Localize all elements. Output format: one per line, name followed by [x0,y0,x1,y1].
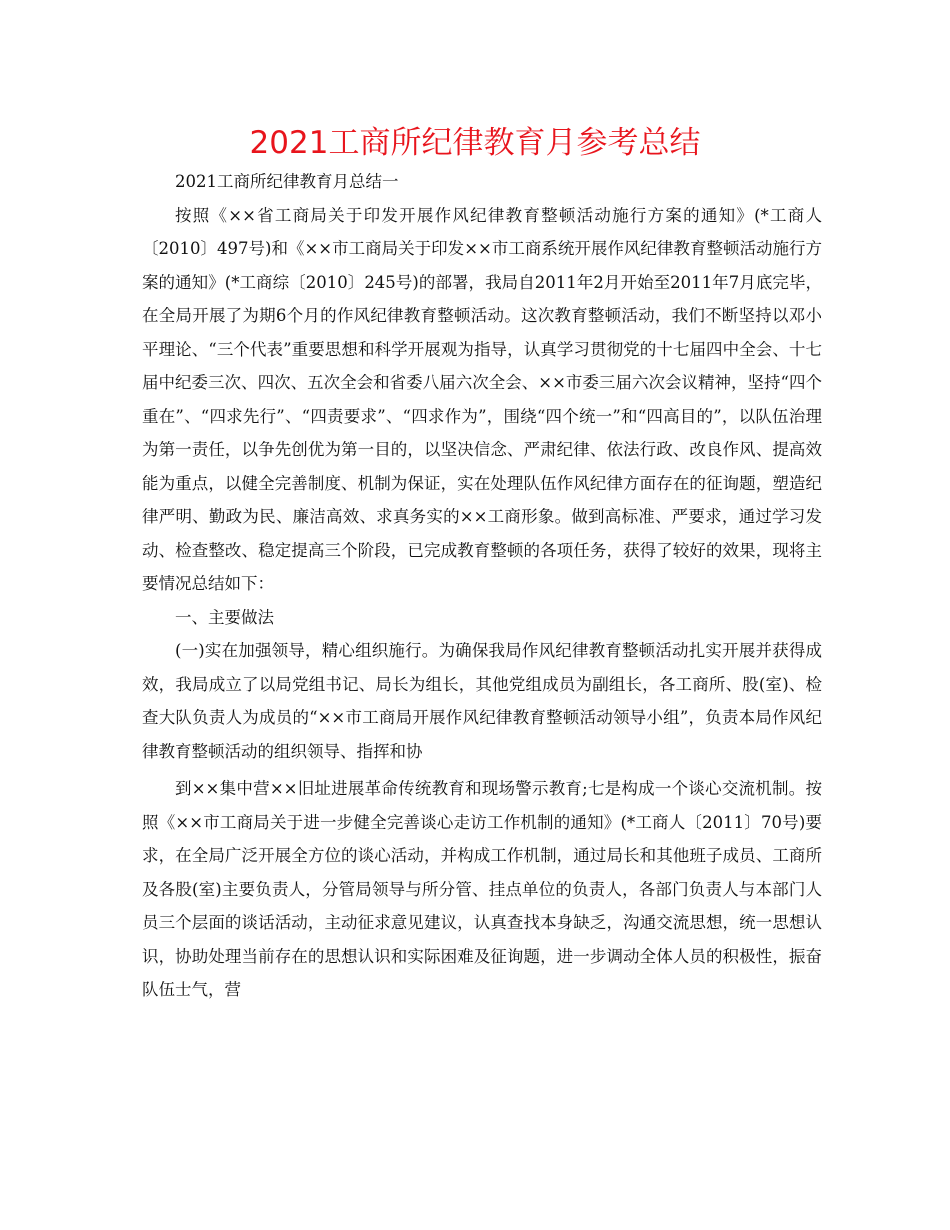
body-paragraph: 按照《××省工商局关于印发开展作风纪律教育整顿活动施行方案的通知》(*工商人〔2010〕497号)和《××市工商局关于印发××市工商系统开展作风纪律教育整顿活动施行方案的通知》(*工商综〔2010〕245号)的部署，我局自2011年2月开始至2011年7月底完毕，在全局开展了为期6个月的作风纪律教育整顿活动。这次教育整顿活动，我们不断坚持以邓小平理论、“三个代表”重要思想和科学开展观为指导，认真学习贯彻党的十七届四中全会、十七届中纪委三次、四次、五次全会和省委八届六次全会、××市委三届六次会议精神，坚持“四个重在”、“四求先行”、“四责要求”、“四求作为”，围绕“四个统一”和“四高目的”，以队伍治理为第一责任，以争先创优为第一目的，以坚决信念、严肃纪律、依法行政、改良作风、提高效能为重点，以健全完善制度、机制为保证，实在处理队伍作风纪律方面存在的征询题，塑造纪律严明、勤政为民、廉洁高效、求真务实的××工商形象。做到高标准、严要求，通过学习发动、检查整改、稳定提高三个阶段，已完成教育整顿的各项任务，获得了较好的效果，现将主要情况总结如下： [142,205,822,593]
document-body [142,165,822,1007]
document-title: 2021工商所纪律教育月参考总结 [249,125,701,161]
subtitle-paragraph: 2021工商所纪律教育月总结一 [175,172,399,191]
section-heading: 一、主要做法 [175,607,274,627]
body-paragraph: 到××集中营××旧址进展革命传统教育和现场警示教育;七是构成一个谈心交流机制。按照《××市工商局关于进一步健全完善谈心走访工作机制的通知》(*工商人〔2011〕70号)要求，在全局广泛开展全方位的谈心活动，并构成工作机制，通过局长和其他班子成员、工商所及各股(室)主要负责人，分管局领导与所分管、挂点单位的负责人，各部门负责人与本部门人员三个层面的谈话活动，主动征求意见建议，认真查找本身缺乏，沟通交流思想，统一思想认识，协助处理当前存在的思想认识和实际困难及征询题，进一步调动全体人员的积极性，振奋队伍士气，营 [142,779,822,999]
body-paragraph: (一)实在加强领导，精心组织施行。为确保我局作风纪律教育整顿活动扎实开展并获得成效，我局成立了以局党组书记、局长为组长，其他党组成员为副组长，各工商所、股(室)、检查大队负责人为成员的“××市工商局开展作风纪律教育整顿活动领导小组”，负责本局作风纪律教育整顿活动的组织领导、指挥和协 [142,641,822,761]
